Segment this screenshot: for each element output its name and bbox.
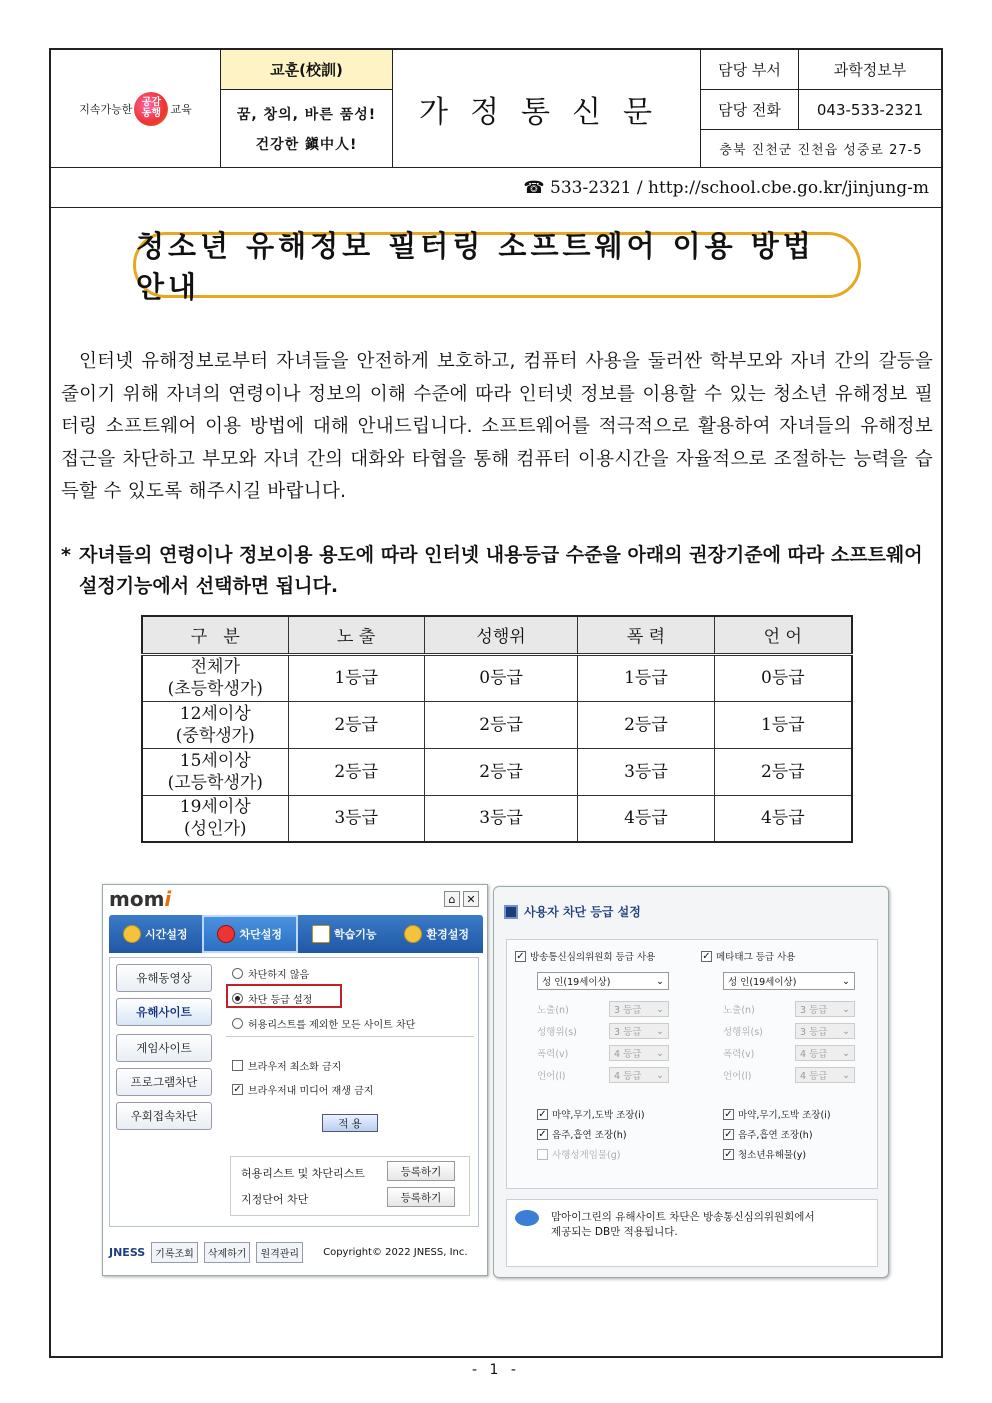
info-text: 맘아이그린의 유해사이트 차단은 방송통신심의위원회에서 제공되는 DB만 적용됩니다. xyxy=(551,1211,815,1238)
checkbox-youth-harmful[interactable]: ✓ 청소년유해물(y) xyxy=(724,1148,807,1161)
grade-row: 언어(l) 4 등급 ⌄ xyxy=(537,1064,685,1086)
school-logo xyxy=(51,50,221,167)
sidebar-item-harmful-video[interactable]: 유해동영상 xyxy=(116,964,212,992)
option-grade-block[interactable]: 차단 등급 설정 xyxy=(232,991,312,1006)
table-cell: 0등급 xyxy=(424,654,577,701)
word-block-label: 지정단어 차단 xyxy=(241,1193,309,1206)
checkbox-alcohol[interactable]: ✓ 음주,흡연 조장(h) xyxy=(724,1128,813,1141)
jness-logo: JNESS xyxy=(109,1246,146,1259)
rating-table xyxy=(141,615,853,843)
radio-no-block[interactable] xyxy=(232,968,243,979)
radio-grade-block[interactable] xyxy=(232,993,243,1004)
table-cell: 3등급 xyxy=(578,748,714,795)
note-star: * xyxy=(61,544,71,566)
info-box xyxy=(506,1199,878,1267)
register-word-button[interactable]: 등록하기 xyxy=(387,1187,455,1207)
table-cell: 2등급 xyxy=(714,748,852,795)
phone-value: 043-533-2321 xyxy=(816,100,924,119)
book-icon xyxy=(312,925,330,943)
metatag-column xyxy=(701,948,871,1164)
table-cell-category: 19세이상 (성인가) xyxy=(142,795,288,842)
table-cell: 4등급 xyxy=(714,795,852,842)
checkbox-drugs[interactable]: ✓ 마약,무기,도박 조장(i) xyxy=(724,1108,831,1121)
momi-tab-bar xyxy=(109,915,483,953)
checkbox-metatag-rating[interactable]: ✓ 메타태그 등급 사용 xyxy=(702,950,796,963)
momi-app-screenshot xyxy=(102,884,488,1276)
dept-value: 과학정보부 xyxy=(833,61,907,79)
kcsc-column xyxy=(515,948,685,1164)
grade-row: 폭력(v) 4 등급 ⌄ xyxy=(723,1042,871,1064)
letter-header xyxy=(51,50,941,168)
table-cell: 2등급 xyxy=(288,701,424,748)
table-cell: 1등급 xyxy=(288,654,424,701)
page-number: - 1 - xyxy=(472,1362,520,1378)
chat-bubble-icon xyxy=(515,1210,539,1226)
block-icon xyxy=(217,925,235,943)
option-no-block[interactable]: 차단하지 않음 xyxy=(232,966,309,981)
age-select[interactable]: 성 인(19세이상) ⌄ xyxy=(723,972,855,990)
table-header-row xyxy=(142,616,852,654)
table-cell: 3등급 xyxy=(288,795,424,842)
intro-paragraph: 인터넷 유해정보로부터 자녀들을 안전하게 보호하고, 컴퓨터 사용을 둘러싼 학부모와 자녀 간의 갈등을 줄이기 위해 자녀의 연령이나 정보의 이해 수준에 따라 인터넷 정보를 이용할 수 있는 청소년 유해정보 필터링 소프트웨어 이용 방법에 대해 안내드립니다. 소프트웨어를 적극적으로 활용하여 자녀들의 유해정보 접근을 차단하고 부모와 자녀 간의 대화와 타협을 통해 컴퓨터 이용시간을 자율적으로 조절하는 능력을 습득할 수 있도록 해주시길 바랍니다. xyxy=(61,351,933,502)
option-allowlist-only[interactable]: 허용리스트를 제외한 모든 사이트 차단 xyxy=(232,1016,415,1031)
remote-button[interactable]: 원격관리 xyxy=(256,1242,303,1263)
tab-time-settings[interactable]: 시간설정 xyxy=(109,915,202,953)
motto-line-1: 꿈, 창의, 바른 품성! xyxy=(236,107,377,123)
momi-logo: mom i xyxy=(109,887,172,911)
table-row xyxy=(142,701,852,748)
table-header: 언 어 xyxy=(714,616,852,654)
tab-environment[interactable]: 환경설정 xyxy=(391,915,484,953)
table-cell-category: 15세이상 (고등학생가) xyxy=(142,748,288,795)
grade-row: 노출(n) 3 등급 ⌄ xyxy=(537,998,685,1020)
table-cell: 1등급 xyxy=(714,701,852,748)
radio-allowlist-only[interactable] xyxy=(232,1018,243,1029)
sidebar-item-program-block[interactable]: 프로그램차단 xyxy=(116,1068,212,1096)
table-cell: 3등급 xyxy=(424,795,577,842)
close-icon[interactable]: ✕ xyxy=(463,891,479,907)
checkbox-kcsc-rating[interactable]: ✓ 방송통신심의위원회 등급 사용 xyxy=(516,950,656,963)
momi-footer xyxy=(109,1242,479,1263)
tab-learning[interactable]: 학습기능 xyxy=(298,915,391,953)
checkbox-no-minimize[interactable]: 브라우저 최소화 금지 xyxy=(232,1058,341,1073)
note-text: 자녀들의 연령이나 정보이용 용도에 따라 인터넷 내용등급 수준을 아래의 권장기준에 따라 소프트웨어 설정기능에서 선택하면 됩니다. xyxy=(79,544,923,597)
notice-title: 청소년 유해정보 필터링 소프트웨어 이용 방법 안내 xyxy=(133,232,861,298)
clock-icon xyxy=(123,925,141,943)
register-list-button[interactable]: 등록하기 xyxy=(387,1161,455,1181)
table-cell: 1등급 xyxy=(578,654,714,701)
school-motto xyxy=(221,50,393,167)
table-row xyxy=(142,654,852,701)
table-row xyxy=(142,748,852,795)
momi-settings-panel xyxy=(109,957,479,1227)
table-cell: 2등급 xyxy=(288,748,424,795)
sidebar-item-game-site[interactable]: 게임사이트 xyxy=(116,1034,212,1062)
logo-badge-icon: 공감 동행 xyxy=(134,92,168,126)
page-frame xyxy=(49,48,943,1358)
dialog-title: 사용자 차단 등급 설정 xyxy=(504,903,641,920)
checkbox-no-media[interactable]: ✓ 브라우저내 미디어 재생 금지 xyxy=(233,1084,374,1097)
table-row xyxy=(142,795,852,842)
table-header: 구 분 xyxy=(142,616,288,654)
checkbox-alcohol[interactable]: ✓ 음주,흡연 조장(h) xyxy=(538,1128,627,1141)
settings-icon xyxy=(504,905,518,919)
table-cell: 0등급 xyxy=(714,654,852,701)
phone-label: 담당 전화 xyxy=(701,90,799,129)
chevron-down-icon: ⌄ xyxy=(842,975,850,987)
motto-title: 교훈(校訓) xyxy=(221,50,392,90)
document-type-title: 가정통신문 xyxy=(393,50,701,167)
logo-text-right: 교육 xyxy=(170,102,192,116)
grade-row: 성행위(s) 3 등급 ⌄ xyxy=(537,1020,685,1042)
history-button[interactable]: 기록조회 xyxy=(151,1242,198,1263)
table-header: 노 출 xyxy=(288,616,424,654)
grade-row: 노출(n) 3 등급 ⌄ xyxy=(723,998,871,1020)
checkbox-drugs[interactable]: ✓ 마약,무기,도박 조장(i) xyxy=(538,1108,645,1121)
list-settings-box xyxy=(230,1156,470,1216)
sidebar-item-bypass-block[interactable]: 우회접속차단 xyxy=(116,1102,212,1130)
sidebar-item-harmful-site[interactable]: 유해사이트 xyxy=(116,998,212,1026)
table-cell: 4등급 xyxy=(578,795,714,842)
table-cell-category: 전체가 (초등학생가) xyxy=(142,654,288,701)
note-paragraph xyxy=(61,540,933,602)
grade-row: 폭력(v) 4 등급 ⌄ xyxy=(537,1042,685,1064)
logo-text-left: 지속가능한 xyxy=(79,102,133,116)
home-icon[interactable]: ⌂ xyxy=(444,891,460,907)
motto-line-2: 건강한 鎭中人! xyxy=(255,137,358,153)
allow-block-list-label: 허용리스트 및 차단리스트 xyxy=(241,1167,365,1180)
contact-line: ☎ 533-2321 / http://school.cbe.go.kr/jinjung-m xyxy=(51,168,941,208)
apply-button[interactable]: 적 용 xyxy=(322,1114,378,1132)
chevron-down-icon: ⌄ xyxy=(656,975,664,987)
table-cell-category: 12세이상 (중학생가) xyxy=(142,701,288,748)
age-select[interactable]: 성 인(19세이상) ⌄ xyxy=(537,972,669,990)
tab-block-settings[interactable]: 차단설정 xyxy=(202,915,299,953)
table-header: 폭 력 xyxy=(578,616,714,654)
dept-label: 담당 부서 xyxy=(701,50,799,89)
table-cell: 2등급 xyxy=(578,701,714,748)
table-cell: 2등급 xyxy=(424,701,577,748)
rating-settings-panel xyxy=(506,939,878,1189)
school-address: 충북 진천군 진천읍 성중로 27-5 xyxy=(719,143,923,158)
gear-icon xyxy=(404,925,422,943)
block-level-dialog xyxy=(493,886,889,1278)
grade-row: 성행위(s) 3 등급 ⌄ xyxy=(723,1020,871,1042)
checkbox-gambling[interactable]: 사행성게임물(g) xyxy=(537,1144,685,1164)
table-header: 성행위 xyxy=(424,616,577,654)
contact-info-table xyxy=(701,50,941,167)
copyright: Copyright© 2022 JNESS, Inc. xyxy=(323,1247,468,1258)
grade-row: 언어(l) 4 등급 ⌄ xyxy=(723,1064,871,1086)
table-cell: 2등급 xyxy=(424,748,577,795)
delete-button[interactable]: 삭제하기 xyxy=(204,1242,251,1263)
